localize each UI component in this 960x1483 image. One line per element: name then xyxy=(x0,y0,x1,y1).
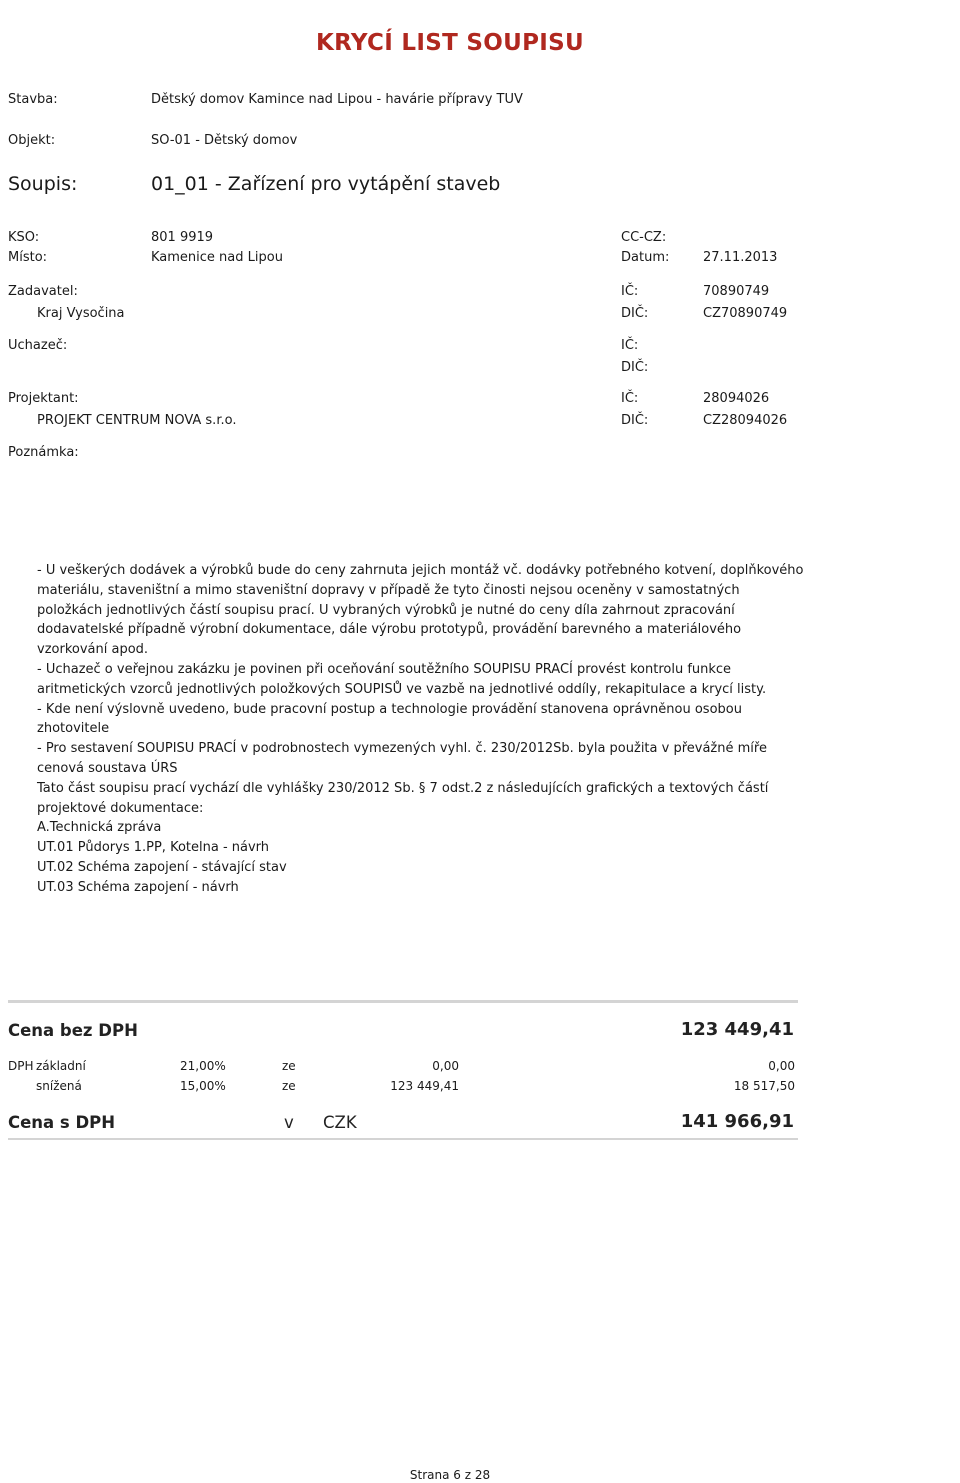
poznamka-line: zhotovitele xyxy=(37,721,110,737)
zadavatel-label: Zadavatel: xyxy=(8,284,78,299)
poznamka-line: položkách jednotlivých částí soupisu prací. U vybraných výrobků je nutné do ceny díla zahrnout zpracování xyxy=(37,602,735,618)
poznamka-line: - Pro sestavení SOUPISU PRACÍ v podrobnostech vymezených vyhl. č. 230/2012Sb. byla použita v převážné míře xyxy=(37,741,767,757)
poznamka-line: - Uchazeč o veřejnou zakázku je povinen při oceňování soutěžního SOUPISU PRACÍ provést kontrolu funkce xyxy=(37,661,732,677)
dph-snizena-amount: 18 517,50 xyxy=(733,1079,795,1093)
poznamka-line: - U veškerých dodávek a výrobků bude do ceny zahrnuta jejich montáž vč. dodávky potřebného kotvení, doplňkového xyxy=(37,563,804,578)
summary-bottom-divider xyxy=(8,1138,798,1140)
poznamka-text xyxy=(37,561,807,898)
poznamka-line: cenová soustava ÚRS xyxy=(37,760,178,776)
objekt-label: Objekt: xyxy=(8,133,56,148)
dph-zakladni-type: základní xyxy=(36,1059,86,1073)
projektant-dic-label: DIČ: xyxy=(621,413,649,428)
dph-label: DPH xyxy=(8,1059,34,1073)
cccz-label: CC-CZ: xyxy=(621,230,667,245)
poznamka-line: projektové dokumentace: xyxy=(37,800,204,816)
zadavatel-ic-value: 70890749 xyxy=(703,284,770,299)
poznamka-line: UT.03 Schéma zapojení - návrh xyxy=(37,879,239,895)
zadavatel-dic-label: DIČ: xyxy=(621,306,649,321)
dph-zakladni-amount: 0,00 xyxy=(768,1059,795,1073)
stavba-label: Stavba: xyxy=(8,92,58,107)
uchazec-ic-label: IČ: xyxy=(621,338,639,353)
projektant-ic-label: IČ: xyxy=(621,391,639,406)
dph-snizena-base: 123 449,41 xyxy=(390,1079,459,1093)
projektant-dic-value: CZ28094026 xyxy=(703,413,788,428)
dph-snizena-rate: 15,00% xyxy=(180,1079,226,1093)
projektant-ic-value: 28094026 xyxy=(703,391,770,406)
poznamka-line: - Kde není výslovně uvedeno, bude pracovní postup a technologie provádění stanovena oprávněnou osobou xyxy=(37,701,742,717)
projektant-label: Projektant: xyxy=(8,391,79,406)
zadavatel-name: Kraj Vysočina xyxy=(37,306,125,321)
cena-bez-dph-label: Cena bez DPH xyxy=(8,1021,138,1040)
cena-s-dph-value: 141 966,91 xyxy=(680,1111,794,1132)
poznamka-line: dodavatelské případně výrobní dokumentace, dále výrobu prototypů, provádění barevného a materiálového xyxy=(37,622,742,638)
misto-label: Místo: xyxy=(8,250,48,265)
objekt-value: SO-01 - Dětský domov xyxy=(151,133,298,148)
currency-label: CZK xyxy=(323,1113,357,1132)
cena-bez-dph-value: 123 449,41 xyxy=(680,1019,794,1040)
cena-s-dph-label: Cena s DPH xyxy=(8,1113,116,1132)
poznamka-line: Tato část soupisu prací vychází dle vyhlášky 230/2012 Sb. § 7 odst.2 z následujících grafických a textových částí xyxy=(37,780,769,796)
v-label: v xyxy=(284,1113,294,1132)
poznamka-label: Poznámka: xyxy=(8,445,79,460)
projektant-name: PROJEKT CENTRUM NOVA s.r.o. xyxy=(37,413,237,428)
uchazec-label: Uchazeč: xyxy=(8,338,68,353)
misto-value: Kamenice nad Lipou xyxy=(151,250,283,265)
page-title: KRYCÍ LIST SOUPISU xyxy=(316,30,584,56)
poznamka-line: UT.02 Schéma zapojení - stávající stav xyxy=(37,859,287,875)
stavba-value: Dětský domov Kamince nad Lipou - havárie přípravy TUV xyxy=(151,92,523,107)
soupis-value: 01_01 - Zařízení pro vytápění staveb xyxy=(151,173,501,195)
dph-zakladni-ze: ze xyxy=(282,1059,296,1073)
dph-snizena-type: snížená xyxy=(36,1079,82,1093)
dph-snizena-ze: ze xyxy=(282,1079,296,1093)
dph-zakladni-base: 0,00 xyxy=(432,1059,459,1073)
zadavatel-ic-label: IČ: xyxy=(621,284,639,299)
poznamka-line: UT.01 Půdorys 1.PP, Kotelna - návrh xyxy=(37,840,270,856)
poznamka-line: A.Technická zpráva xyxy=(37,820,162,836)
datum-value: 27.11.2013 xyxy=(703,250,778,265)
summary-divider xyxy=(8,1000,798,1003)
uchazec-dic-label: DIČ: xyxy=(621,360,649,375)
page-number: Strana 6 z 28 xyxy=(409,1468,491,1482)
datum-label: Datum: xyxy=(621,250,670,265)
soupis-label: Soupis: xyxy=(8,173,78,195)
poznamka-line: vzorkování apod. xyxy=(37,642,149,658)
poznamka-line: aritmetických vzorců jednotlivých položkových SOUPISŮ ve vazbě na jednotlivé oddíly, rekapitulace a krycí listy. xyxy=(37,681,767,697)
zadavatel-dic-value: CZ70890749 xyxy=(703,306,788,321)
poznamka-line: materiálu, staveništní a mimo staveništní dopravy v případě že tyto činosti nejsou oceněny v samostatných xyxy=(37,582,740,598)
dph-zakladni-rate: 21,00% xyxy=(180,1059,226,1073)
kso-label: KSO: xyxy=(8,230,40,245)
kso-value: 801 9919 xyxy=(151,230,214,245)
